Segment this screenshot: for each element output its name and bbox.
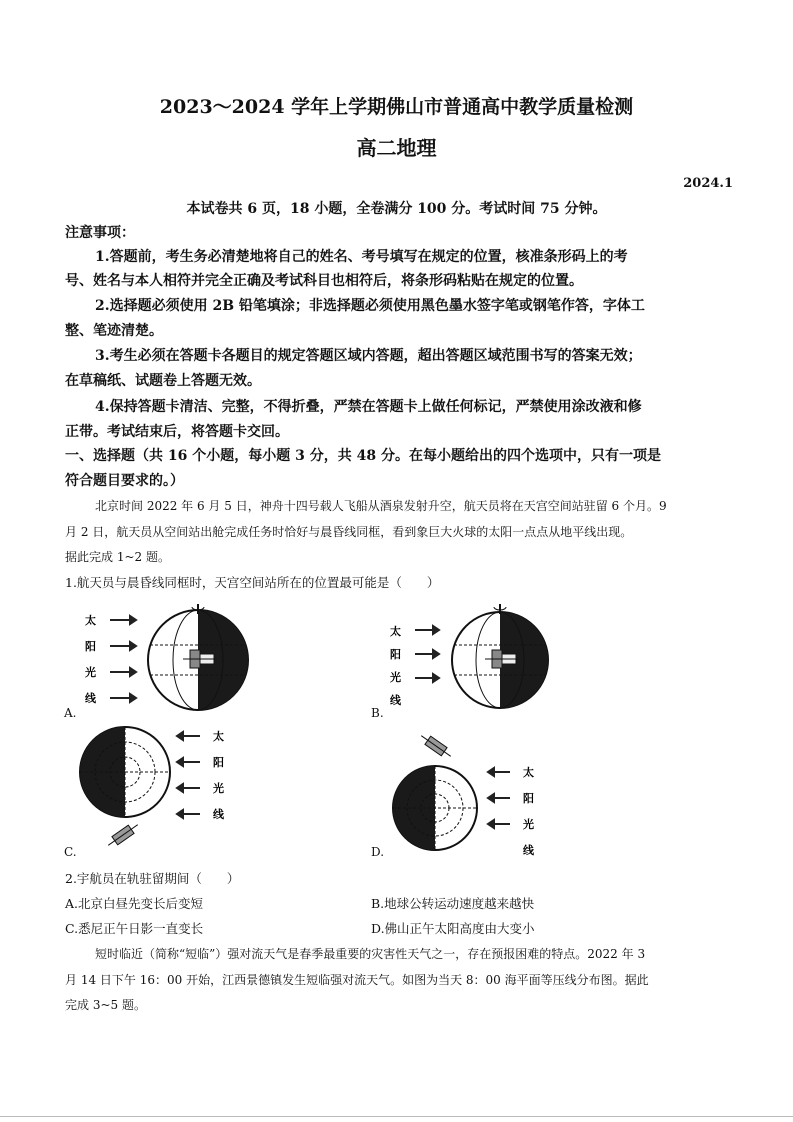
sun-char-3: 光 (85, 666, 96, 679)
sun-arrows-c (177, 732, 200, 818)
figure-c (75, 722, 250, 852)
sun-char-1: 太 (523, 766, 534, 779)
sun-label-b (390, 624, 402, 707)
note-2a: 2.选择题必须使用 2B 铅笔填涂；非选择题必须使用黑色墨水签字笔或钢笔作答，字体工 (95, 298, 645, 314)
section-1-line2: 符合题目要求的。） (65, 473, 184, 489)
sun-arrows-a (110, 616, 136, 702)
sun-char-2: 阳 (85, 640, 96, 653)
sun-char-4: 线 (213, 808, 224, 821)
sun-char-4: 线 (85, 692, 96, 705)
sun-char-2: 阳 (390, 648, 401, 661)
note-4a: 4.保持答题卡清洁、完整，不得折叠，严禁在答题卡上做任何标记，严禁使用涂改液和修 (95, 399, 642, 415)
passage1-line1: 北京时间 2022 年 6 月 5 日，神舟十四号载人飞船从酒泉发射升空，航天员将在天宫空间站驻留 6 个月。9 (95, 499, 667, 513)
note-3b: 在草稿纸、试题卷上答题无效。 (65, 373, 261, 389)
figure-d (390, 728, 560, 858)
q2-stem: 2.宇航员在轨驻留期间（ ） (65, 871, 240, 886)
sun-label-a (85, 613, 97, 705)
sun-char-3: 光 (213, 782, 224, 795)
q2-option-c: C.悉尼正午日影一直变长 (65, 921, 204, 936)
figure-b (385, 602, 555, 712)
q2-option-a: A.北京白昼先变长后变短 (65, 896, 204, 911)
sun-char-4: 线 (390, 694, 401, 707)
q1-stem: 1.航天员与晨昏线同框时，天宫空间站所在的位置最可能是（ ） (65, 575, 440, 590)
sun-char-2: 阳 (523, 792, 534, 805)
passage1-line2: 月 2 日，航天员从空间站出舱完成任务时恰好与晨昏线同框，看到象巨大火球的太阳一点点从地平线出现。 (65, 525, 633, 539)
option-c-label: C. (64, 845, 77, 859)
passage2-line1: 短时临近（简称“短临”）强对流天气是春季最重要的灾害性天气之一，存在预报困难的特点。2022 年 3 (95, 947, 646, 961)
sun-char-4: 线 (523, 844, 534, 857)
figure-a (80, 602, 250, 712)
option-b-label: B. (371, 706, 384, 720)
q2-option-d: D.佛山正午太阳高度由大变小 (371, 921, 535, 936)
sun-char-2: 阳 (213, 756, 224, 769)
exam-intro: 本试卷共 6 页，18 小题，全卷满分 100 分。考试时间 75 分钟。 (186, 201, 607, 217)
space-station-c (105, 821, 140, 850)
page-bottom-rule (0, 1116, 793, 1117)
passage1-line3: 据此完成 1~2 题。 (65, 550, 170, 564)
option-d-label: D. (371, 845, 385, 859)
note-4b: 正带。考试结束后，将答题卡交回。 (65, 424, 289, 440)
sun-label-c (213, 729, 225, 821)
note-1b: 号、姓名与本人相符并完全正确及考试科目也相符后，将条形码粘贴在规定的位置。 (65, 273, 583, 289)
sun-char-1: 太 (390, 625, 401, 638)
notes-heading: 注意事项： (65, 225, 135, 241)
sun-char-1: 太 (213, 730, 224, 743)
sun-char-1: 太 (85, 614, 96, 627)
note-3a: 3.考生必须在答题卡各题目的规定答题区域内答题，超出答题区域范围书写的答案无效； (95, 348, 642, 364)
sun-char-3: 光 (390, 671, 401, 684)
sun-arrows-b (415, 626, 439, 682)
space-station-d (418, 732, 453, 761)
sun-char-3: 光 (523, 818, 534, 831)
note-2b: 整、笔迹清楚。 (65, 323, 163, 339)
sun-label-d (523, 765, 535, 857)
subject-title: 高二地理 (356, 136, 437, 160)
section-1-line1: 一、选择题（共 16 个小题，每小题 3 分，共 48 分。在每小题给出的四个选项中，只有一项是 (65, 448, 661, 464)
q2-option-b: B.地球公转运动速度越来越快 (371, 896, 535, 911)
sun-arrows-d (488, 768, 510, 828)
globe-d (393, 766, 477, 850)
passage2-line2: 月 14 日下午 16：00 开始，江西景德镇发生短临强对流天气。如图为当天 8：00 海平面等压线分布图。据此 (65, 973, 649, 987)
exam-date: 2024.1 (683, 176, 733, 191)
globe-c (80, 727, 170, 817)
passage2-line3: 完成 3~5 题。 (65, 998, 146, 1012)
option-a-label: A. (64, 706, 77, 720)
note-1a: 1.答题前，考生务必清楚地将自己的姓名、考号填写在规定的位置，核准条形码上的考 (95, 249, 628, 265)
exam-title: 2023～2024 学年上学期佛山市普通高中教学质量检测 (159, 96, 634, 118)
